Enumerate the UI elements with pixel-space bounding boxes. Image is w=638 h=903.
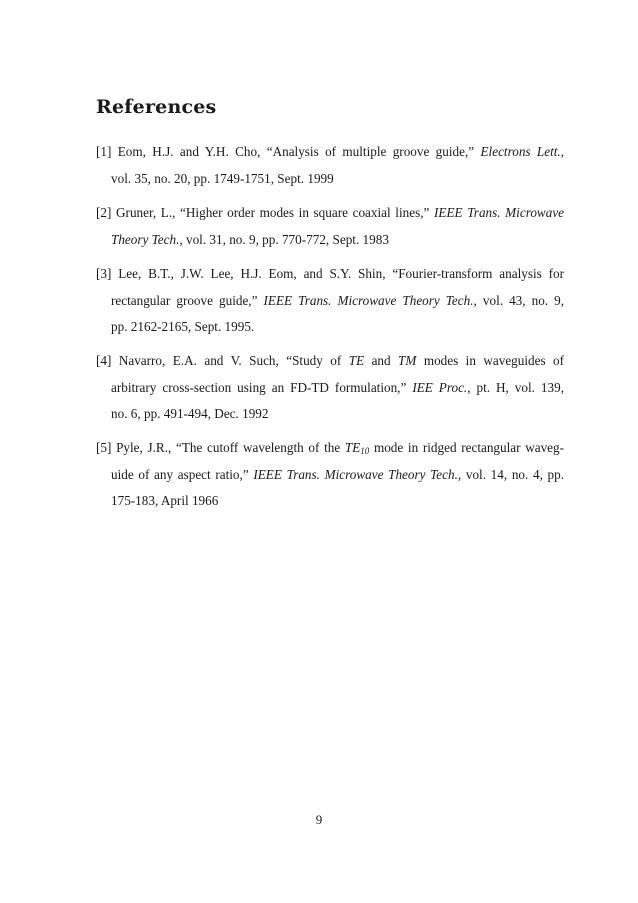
reference-line [96,227,564,254]
reference-line [96,488,564,515]
page-number: 9 [315,812,323,827]
reference-text: Gruner, L., “Higher order modes in square coaxial lines,” [116,205,430,220]
reference-text: pt. H, vol. 139, [476,379,564,395]
reference-line [96,314,564,341]
reference-line [96,401,564,428]
reference-text: Lee, B.T., J.W. Lee, H.J. Eom, and S.Y. Shin, “Fourier-transform analysis for [118,266,564,281]
reference-line [96,288,564,315]
reference-item-3 [96,261,564,341]
reference-item-2 [96,200,564,253]
math-subscript: 10 [360,446,370,456]
reference-text: and [371,353,391,368]
math-tm: TM [398,353,417,368]
reference-text: mode in ridged rectangular waveg- [373,440,565,455]
math-te: TE [348,353,365,368]
reference-number: [3] [96,266,112,281]
reference-text: Pyle, J.R., “The cutoff wavelength of the [116,440,341,455]
reference-item-4 [96,348,564,428]
reference-journal: IEEE Trans. Microwave Theory Tech., [263,292,477,308]
math-te: $TE_{10}$ [344,440,370,456]
reference-line [96,200,564,227]
reference-line [96,375,564,402]
reference-text: rectangular groove guide,” [111,292,258,308]
reference-number: [4] [96,353,112,368]
reference-line [96,348,564,375]
reference-text: Navarro, E.A. and V. Such, “Study of [118,353,342,368]
reference-line [96,435,564,462]
reference-text: Eom, H.J. and Y.H. Cho, “Analysis of multiple groove guide,” [117,144,475,159]
reference-text: no. 6, pp. 491-494, Dec. 1992 [111,406,269,421]
reference-item-5 [96,435,564,515]
reference-line [96,139,564,166]
reference-text: 175-183, April 1966 [111,493,219,508]
reference-number: [1] [96,144,112,159]
reference-text: uide of any aspect ratio,” [111,466,249,482]
reference-text: vol. 35, no. 20, pp. 1749-1751, Sept. 1999 [111,170,334,186]
reference-line [96,462,564,489]
reference-text: arbitrary cross-section using an FD-TD formulation,” [111,379,407,395]
reference-text: vol. 31, no. 9, pp. 770-772, Sept. 1983 [185,231,389,247]
reference-line [96,261,564,288]
reference-journal: IEEE Trans. Microwave [434,205,565,220]
reference-journal: Theory Tech., [111,231,183,247]
reference-number: [2] [96,205,112,220]
reference-item-1 [96,139,564,192]
reference-journal: Electrons Lett., [480,144,565,159]
reference-journal: IEE Proc., [412,379,471,395]
reference-text: pp. 2162-2165, Sept. 1995. [111,319,255,334]
reference-text: vol. 14, no. 4, pp. [465,466,565,482]
reference-text: vol. 43, no. 9, [482,292,565,308]
reference-line [96,166,564,193]
reference-journal: IEEE Trans. Microwave Theory Tech., [253,466,462,482]
reference-number: [5] [96,440,112,455]
reference-text: modes in waveguides of [423,353,565,368]
references-heading: References [96,96,217,118]
